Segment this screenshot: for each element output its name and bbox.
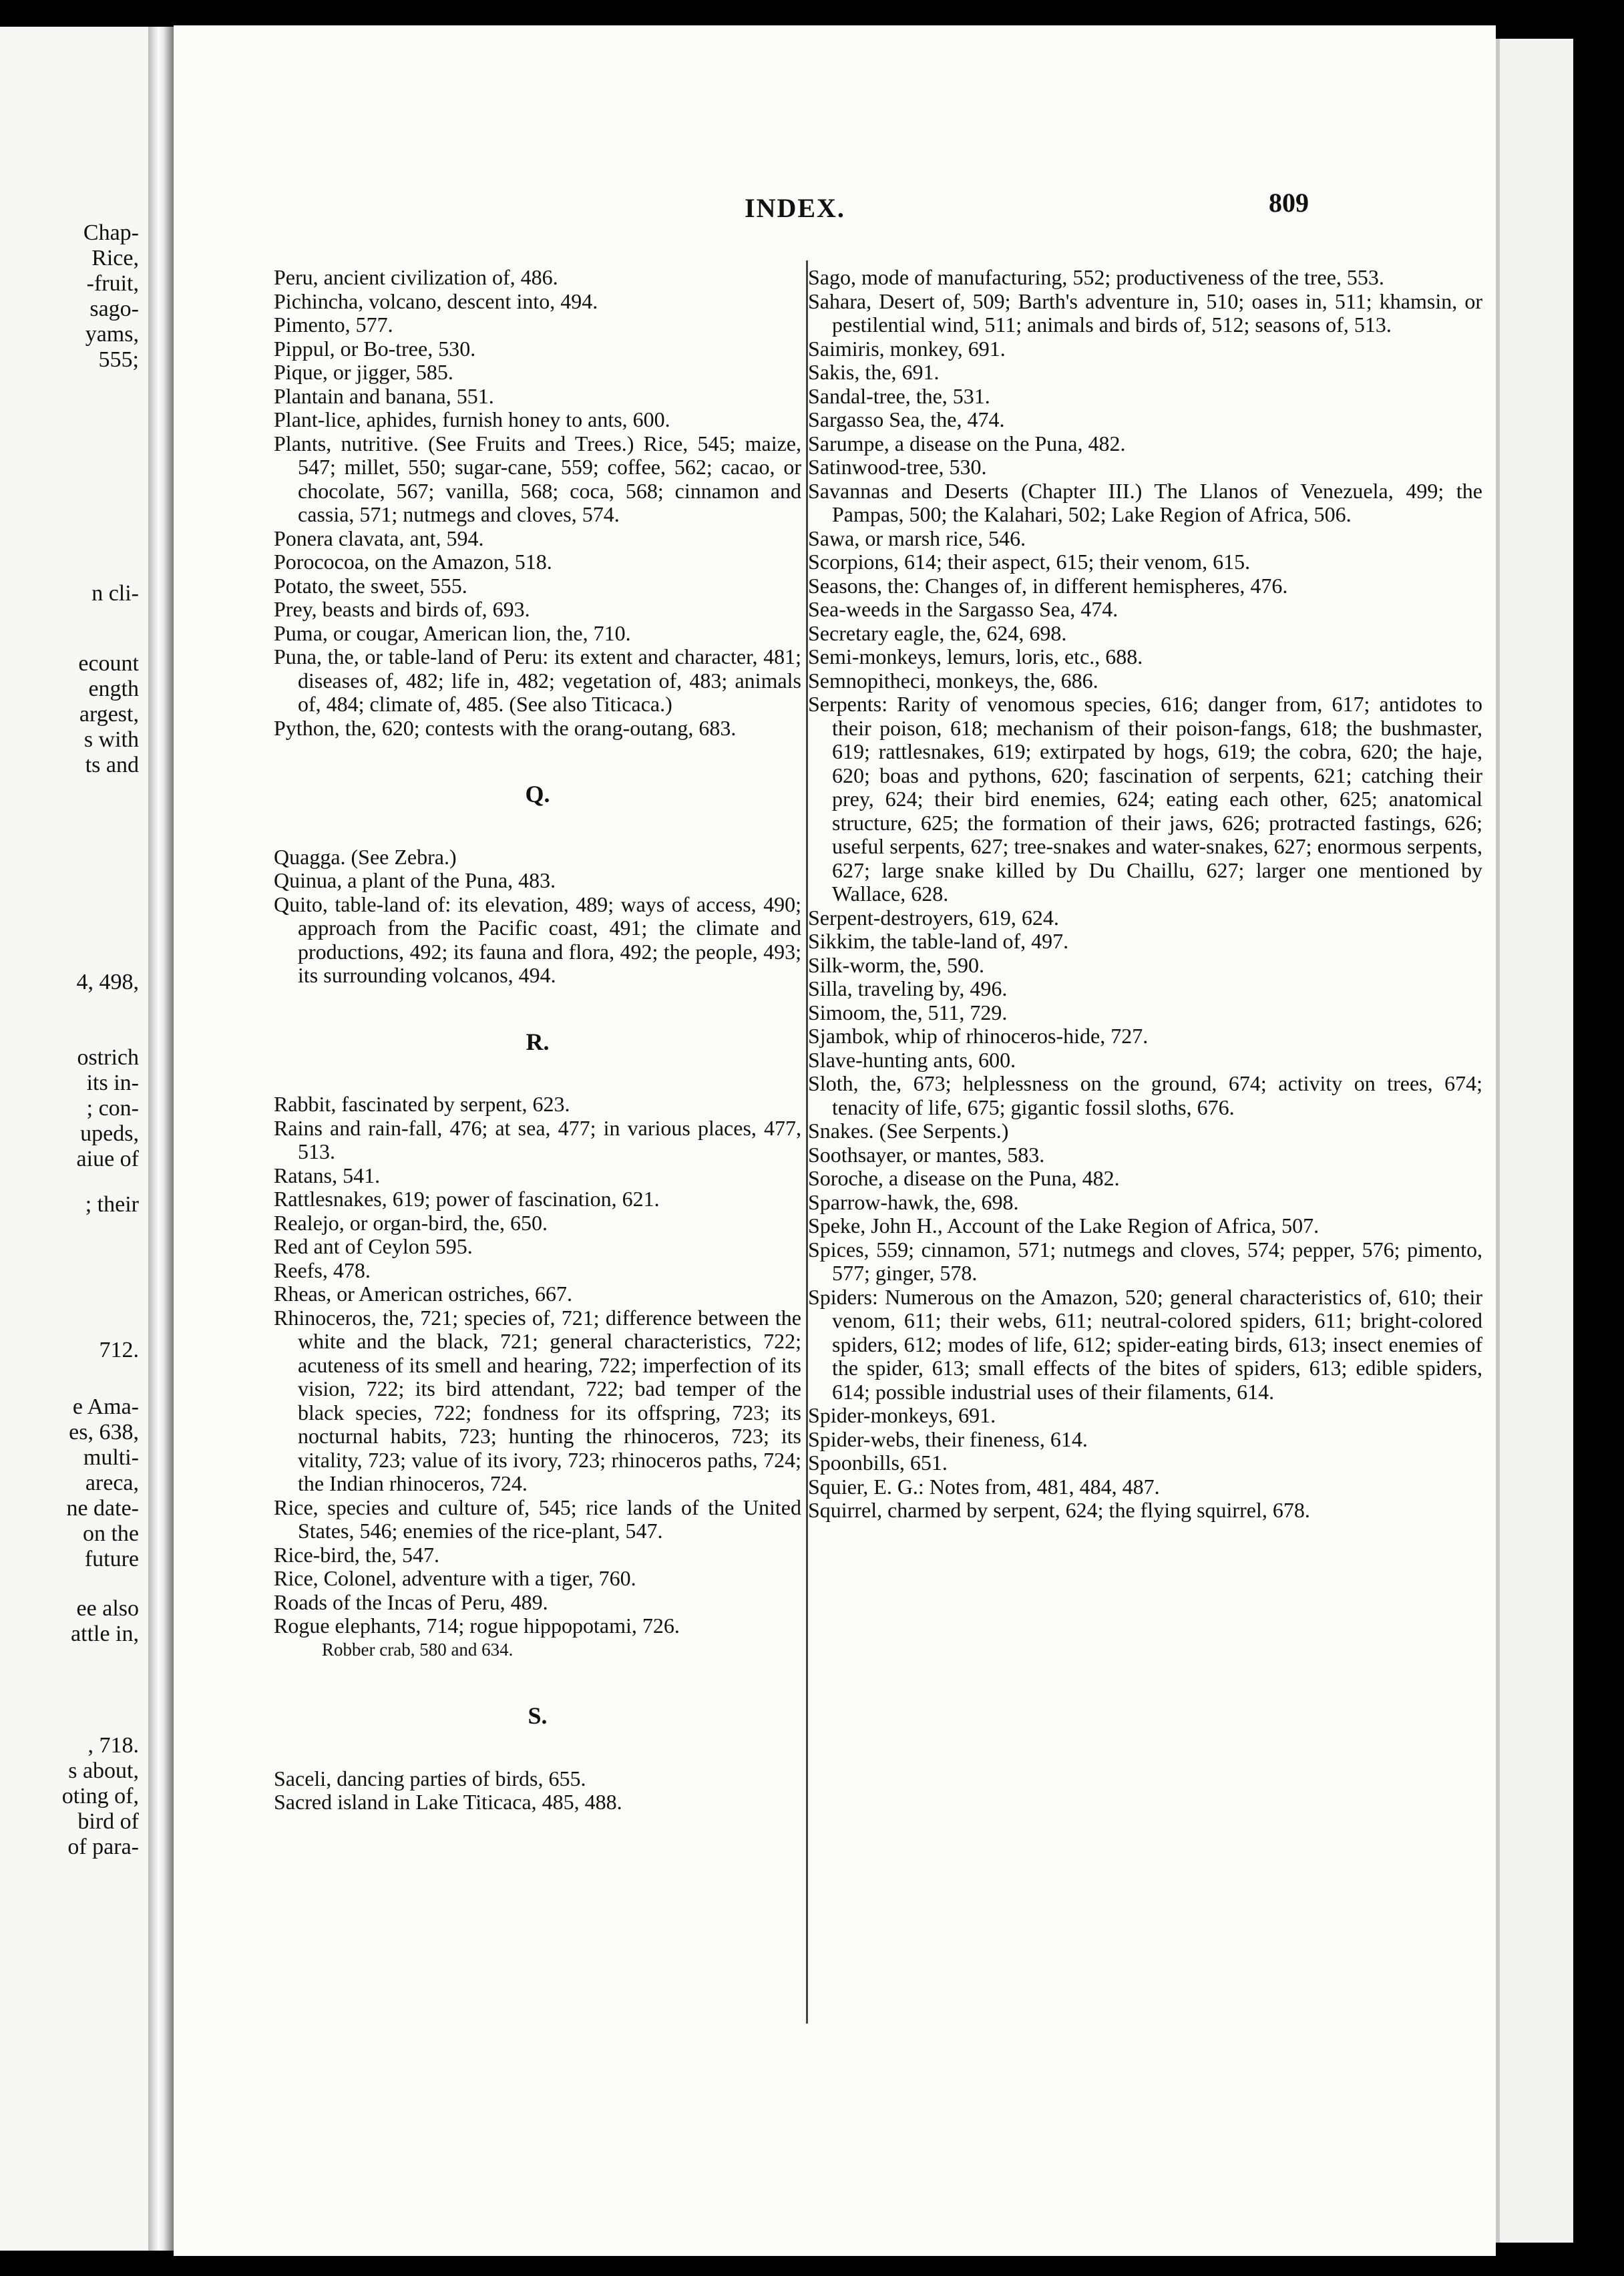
index-entry: Serpents: Rarity of venomous species, 616; danger from, 617; antidotes to their poison, 618; mechanism of their poison-fangs, 618; the bushmaster, 619; rattlesnakes, 619; extirpated by hogs, 619; the cobra, 620; the haje, 620; boas and pythons, 620; fascination of serpents, 621; catching their prey, 624; their bird enemies, 624; eating each other, 625; anatomical structure, 625; the formation of their jaws, 626; protracted fastings, 626; useful serpents, 627; tree-snakes and water-snakes, 627; enormous serpents, 627; large snake killed by Du Chaillu, 627; larger one mentioned by Wallace, 628. <box>808 692 1482 906</box>
index-entry: Quagga. (See Zebra.) <box>274 844 457 869</box>
index-entry: Pimento, 577. <box>274 313 393 337</box>
page-title: INDEX. <box>745 193 845 223</box>
index-entry: Snakes. (See Serpents.) <box>808 1119 1009 1143</box>
index-entry: Rice, Colonel, adventure with a tiger, 760. <box>274 1566 636 1590</box>
index-entry: Sahara, Desert of, 509; Barth's adventure in, 510; oases in, 511; khamsin, or pestilential wind, 511; animals and birds of, 512; seasons of, 513. <box>808 289 1482 337</box>
previous-page-text: -fruit, <box>86 271 139 296</box>
index-entry: Semnopitheci, monkeys, the, 686. <box>808 668 1098 693</box>
index-column-left <box>274 266 801 1815</box>
section-letter-r: R. <box>526 1028 550 1055</box>
previous-page-text: yams, <box>85 322 139 347</box>
previous-page-text: sago- <box>89 297 139 321</box>
entries-s <box>274 1767 801 1815</box>
index-entry: Puna, the, or table-land of Peru: its extent and character, 481; diseases of, 482; life in, 482; vegetation of, 483; animals of, 484; climate of, 485. (See also Titicaca.) <box>274 644 801 716</box>
previous-page-text: s with <box>83 727 139 752</box>
section-letter-q: Q. <box>525 781 550 807</box>
previous-page-text: s about, <box>68 1758 139 1783</box>
index-entry: Plantain and banana, 551. <box>274 383 494 408</box>
index-entry: Rheas, or American ostriches, 667. <box>274 1282 572 1306</box>
index-entry: Pippul, or Bo-tree, 530. <box>274 336 476 361</box>
index-entry: Saimiris, monkey, 691. <box>808 336 1006 361</box>
index-entry: Seasons, the: Changes of, in different hemispheres, 476. <box>808 573 1288 598</box>
previous-page-text: 712. <box>99 1338 139 1362</box>
previous-page-text: aiue of <box>76 1147 139 1171</box>
index-entry: Spices, 559; cinnamon, 571; nutmegs and cloves, 574; pepper, 576; pimento, 577; ginger, 578. <box>808 1237 1482 1285</box>
index-entry: Red ant of Ceylon 595. <box>274 1234 473 1258</box>
index-entry: Peru, ancient civilization of, 486. <box>274 265 558 289</box>
previous-page-text: attle in, <box>71 1622 139 1646</box>
index-entry: Satinwood-tree, 530. <box>808 455 987 479</box>
index-entry: Sargasso Sea, the, 474. <box>808 407 1005 431</box>
index-entry: Potato, the sweet, 555. <box>274 573 467 598</box>
page-number: 809 <box>1269 188 1309 218</box>
previous-page-text: its in- <box>86 1071 139 1095</box>
index-entry: Sago, mode of manufacturing, 552; productiveness of the tree, 553. <box>808 265 1384 289</box>
index-entry: Plant-lice, aphides, furnish honey to ants, 600. <box>274 407 670 431</box>
index-entry: Rhinoceros, the, 721; species of, 721; difference between the white and the black, 721; general characteristics, 722; acuteness of its smell and hearing, 722; imperfection of its vision, 722; its bird attendant, 722; bad temper of the black species, 722; fondness for its offspring, 723; its nocturnal habits, 723; hunting the rhinoceros, 723; its vitality, 723; value of its ivory, 723; rhinoceros paths, 724; the Indian rhinoceros, 724. <box>274 1305 801 1495</box>
index-entry: Realejo, or organ-bird, the, 650. <box>274 1210 548 1235</box>
index-entry: Savannas and Deserts (Chapter III.) The Llanos of Venezuela, 499; the Pampas, 500; the Kalahari, 502; Lake Region of Africa, 506. <box>808 478 1482 526</box>
previous-page-text: ee also <box>76 1596 139 1621</box>
index-entry: Rice-bird, the, 547. <box>274 1542 439 1567</box>
index-entry: Rains and rain-fall, 476; at sea, 477; in various places, 477, 513. <box>274 1115 801 1163</box>
previous-page-fragment <box>0 27 151 2251</box>
index-entry: Sarumpe, a disease on the Puna, 482. <box>808 431 1126 455</box>
index-entry: Sikkim, the table-land of, 497. <box>808 929 1069 953</box>
entries-p <box>274 266 801 740</box>
previous-page-text: n cli- <box>91 581 139 606</box>
index-entry: Semi-monkeys, lemurs, loris, etc., 688. <box>808 644 1143 669</box>
index-entry: Rice, species and culture of, 545; rice lands of the United States, 546; enemies of the rice-plant, 547. <box>274 1495 801 1543</box>
index-entry: Plants, nutritive. (See Fruits and Trees.) Rice, 545; maize, 547; millet, 550; sugar-cane, 559; coffee, 562; cacao, or chocolate, 567; vanilla, 568; coca, 568; cinnamon and cassia, 571; nutmegs and cloves, 574. <box>274 431 801 526</box>
index-entry: Sacred island in Lake Titicaca, 485, 488. <box>274 1790 622 1814</box>
index-entry: Quinua, a plant of the Puna, 483. <box>274 868 556 892</box>
index-entry: Serpent-destroyers, 619, 624. <box>808 905 1059 930</box>
previous-page-text: on the <box>82 1521 139 1546</box>
previous-page-text: bird of <box>77 1809 139 1834</box>
index-page <box>174 25 1496 2256</box>
previous-page-text: multi- <box>83 1445 139 1470</box>
previous-page-text: e Ama- <box>72 1394 139 1419</box>
previous-page-text: oting of, <box>61 1784 139 1809</box>
index-entry: Sparrow-hawk, the, 698. <box>808 1189 1019 1214</box>
index-entry: Speke, John H., Account of the Lake Region of Africa, 507. <box>808 1213 1320 1238</box>
index-entry: Sandal-tree, the, 531. <box>808 383 990 408</box>
index-entry: Spoonbills, 651. <box>808 1451 948 1475</box>
index-entry: Roads of the Incas of Peru, 489. <box>274 1589 548 1614</box>
index-entry: Reefs, 478. <box>274 1258 371 1282</box>
index-entry: Sea-weeds in the Sargasso Sea, 474. <box>808 597 1119 621</box>
index-entry: Puma, or cougar, American lion, the, 710. <box>274 620 631 645</box>
book-gutter <box>148 27 174 2251</box>
previous-page-text: argest, <box>79 702 139 727</box>
index-entry: Porococoa, on the Amazon, 518. <box>274 550 552 574</box>
index-entry: Sakis, the, 691. <box>808 360 940 384</box>
index-entry: Secretary eagle, the, 624, 698. <box>808 620 1067 645</box>
entries-q <box>274 845 801 988</box>
index-entry: Python, the, 620; contests with the orang-outang, 683. <box>274 715 737 740</box>
index-entry: Rogue elephants, 714; rogue hippopotami, 726. <box>274 1614 680 1638</box>
next-page-edge <box>1496 39 1573 2243</box>
index-entry: Rattlesnakes, 619; power of fascination, 621. <box>274 1187 660 1211</box>
previous-page-text: ne date- <box>66 1496 139 1521</box>
index-entry: Pique, or jigger, 585. <box>274 360 453 384</box>
index-entry: Scorpions, 614; their aspect, 615; their venom, 615. <box>808 550 1251 574</box>
index-entry: Soothsayer, or mantes, 583. <box>808 1142 1045 1167</box>
previous-page-text: upeds, <box>80 1121 139 1146</box>
index-entry: Rabbit, fascinated by serpent, 623. <box>274 1092 570 1116</box>
index-entry: Silla, traveling by, 496. <box>808 976 1008 1000</box>
previous-page-text: Chap- <box>83 220 139 245</box>
index-entry: Sjambok, whip of rhinoceros-hide, 727. <box>808 1024 1149 1048</box>
previous-page-text: 555; <box>98 347 139 372</box>
previous-page-text: areca, <box>85 1471 139 1495</box>
index-entry: Squier, E. G.: Notes from, 481, 484, 487. <box>808 1474 1160 1499</box>
previous-page-text: ; their <box>85 1192 139 1217</box>
index-entry: Ponera clavata, ant, 594. <box>274 526 484 550</box>
index-entry: Quito, table-land of: its elevation, 489; ways of access, 490; approach from the Pacific coast, 491; the climate and productions, 492; its fauna and flora, 492; the people, 493; its surrounding volcanos, 494. <box>274 892 801 987</box>
index-entry: Simoom, the, 511, 729. <box>808 1000 1008 1024</box>
index-entry: Pichincha, volcano, descent into, 494. <box>274 289 598 313</box>
index-entry-note: Robber crab, 580 and 634. <box>322 1639 514 1660</box>
previous-page-text: 4, 498, <box>76 970 139 994</box>
index-entry: Slave-hunting ants, 600. <box>808 1047 1016 1072</box>
section-letter-s: S. <box>528 1702 548 1729</box>
index-entry: Sloth, the, 673; helplessness on the ground, 674; activity on trees, 674; tenacity of life, 675; gigantic fossil sloths, 676. <box>808 1071 1482 1119</box>
previous-page-text: of para- <box>67 1835 139 1859</box>
index-entry: Saceli, dancing parties of birds, 655. <box>274 1766 586 1790</box>
index-entry: Soroche, a disease on the Puna, 482. <box>808 1166 1120 1190</box>
index-column-right <box>808 266 1482 1523</box>
previous-page-text: ; con- <box>86 1096 139 1121</box>
previous-page-text: Rice, <box>91 246 139 270</box>
index-entry: Silk-worm, the, 590. <box>808 952 984 977</box>
index-entry: Spider-monkeys, 691. <box>808 1403 996 1427</box>
previous-page-text: ecount <box>78 651 139 676</box>
index-entry: Spiders: Numerous on the Amazon, 520; general characteristics of, 610; their venom, 611; their webs, 611; neutral-colored spiders, 611; bright-colored spiders, 612; modes of life, 612; spider-eating birds, 613; insect enemies of the spider, 613; small effects of the bites of spiders, 613; edible spiders, 614; possible industrial uses of their filaments, 614. <box>808 1284 1482 1404</box>
index-entry: Squirrel, charmed by serpent, 624; the flying squirrel, 678. <box>808 1498 1310 1522</box>
previous-page-text: ostrich <box>77 1045 139 1070</box>
entries-r <box>274 1093 801 1638</box>
index-entry: Ratans, 541. <box>274 1163 381 1187</box>
previous-page-text: ts and <box>85 753 139 777</box>
entries-s-continued <box>808 266 1482 1523</box>
index-entry: Sawa, or marsh rice, 546. <box>808 526 1026 550</box>
index-entry: Spider-webs, their fineness, 614. <box>808 1427 1088 1451</box>
previous-page-text: ength <box>88 677 139 701</box>
index-entry: Prey, beasts and birds of, 693. <box>274 597 530 621</box>
previous-page-text: es, 638, <box>69 1420 139 1445</box>
previous-page-text: , 718. <box>87 1733 139 1758</box>
previous-page-text: future <box>84 1547 139 1571</box>
